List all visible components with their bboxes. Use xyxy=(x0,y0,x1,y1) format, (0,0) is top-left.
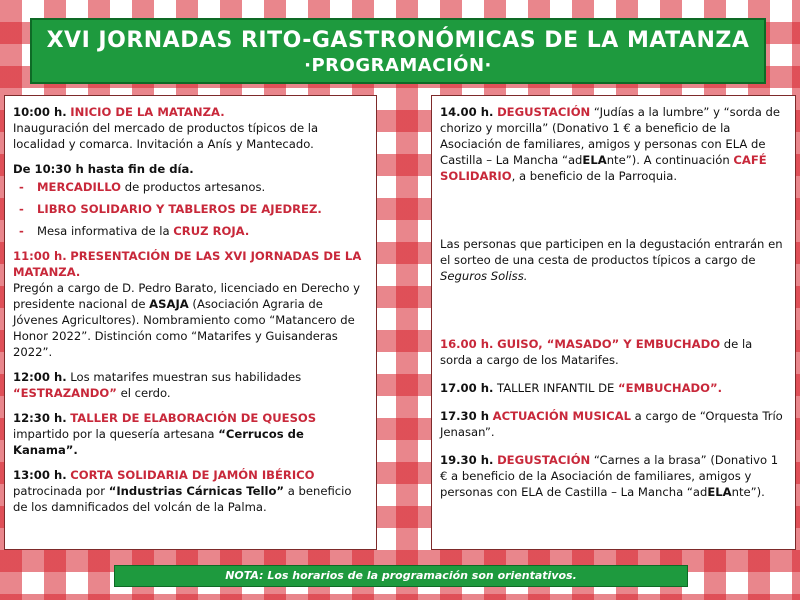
event-desc: Inauguración del mercado de productos típicos de la localidad y comarca. Invitación a Anís y Mantecado. xyxy=(13,121,319,151)
event-title: ACTUACIÓN MUSICAL xyxy=(492,409,631,423)
event-title: TALLER DE ELABORACIÓN DE QUESOS xyxy=(70,411,317,425)
schedule-note-banner xyxy=(114,565,688,587)
item-text: de productos artesanos. xyxy=(121,180,266,194)
event-desc: a beneficio de los damnificados del volcán de la Palma. xyxy=(13,484,352,514)
event-time: 19.30 h. xyxy=(440,453,494,467)
event-1600 xyxy=(440,336,787,368)
note-label: NOTA: xyxy=(225,569,264,582)
event-desc: TALLER INFANTIL DE xyxy=(493,381,619,395)
event-time: 12:30 h. xyxy=(13,411,67,425)
list-item xyxy=(37,201,368,217)
event-title: CORTA SOLIDARIA DE JAMÓN IBÉRICO xyxy=(70,468,315,482)
event-1300 xyxy=(13,467,368,515)
event-desc: “Judías a la lumbre” y “sorda de chorizo y morcilla” (Donativo 1 € a beneficio de la Asociación de familiares, amigos y personas con ELA de Castilla – La Mancha “ad xyxy=(440,105,781,167)
event-red: CAFÉ SOLIDARIO xyxy=(440,153,767,183)
event-red: “ESTRAZANDO” xyxy=(13,386,117,400)
event-desc: (Asociación Agraria de Jóvenes Agricultores). Nombramiento como “Matancero de Honor 2022”. Distinción como “Matarifes y Guisanderas 2022”. xyxy=(13,297,355,359)
event-1000 xyxy=(13,104,368,152)
raffle-sponsor: Seguros Soliss. xyxy=(440,269,528,283)
raffle-desc: Las personas que participen en la degustación entrarán en el sorteo de una cesta de productos típicos a cargo de xyxy=(440,237,783,267)
event-title: GUISO, “MASADO” Y EMBUCHADO xyxy=(497,337,721,351)
item-text: Mesa informativa de la xyxy=(37,224,174,238)
event-1700 xyxy=(440,380,787,396)
event-desc: nte”). A continuación xyxy=(606,153,734,167)
event-desc: nte”). xyxy=(731,485,765,499)
item-red: MERCADILLO xyxy=(37,180,122,194)
event-1030 xyxy=(13,161,368,239)
event-1230 xyxy=(13,410,368,458)
event-list xyxy=(13,179,368,239)
event-title: PRESENTACIÓN DE LAS XVI JORNADAS DE LA MATANZA. xyxy=(13,249,362,279)
item-red: LIBRO SOLIDARIO Y TABLEROS DE AJEDREZ. xyxy=(37,202,322,216)
event-bold: “Industrias Cárnicas Tello” xyxy=(108,484,285,498)
event-1200 xyxy=(13,369,368,401)
event-time: 10:00 h. xyxy=(13,105,67,119)
event-red: “EMBUCHADO”. xyxy=(618,381,723,395)
event-1730 xyxy=(440,408,787,440)
event-desc: Los matarifes muestran sus habilidades xyxy=(66,370,302,384)
event-desc: Pregón a cargo de D. Pedro Barato, licenciado en Derecho y presidente nacional de xyxy=(13,281,361,311)
event-time: 13:00 h. xyxy=(13,468,67,482)
event-desc: , a beneficio de la Parroquia. xyxy=(511,169,678,183)
list-item xyxy=(37,179,368,195)
event-desc: el cerdo. xyxy=(116,386,171,400)
event-bold: ASAJA xyxy=(149,297,189,311)
event-title: DEGUSTACIÓN xyxy=(497,453,591,467)
event-time: 11:00 h. xyxy=(13,249,67,263)
event-desc: a cargo de “Orquesta Trío Jenasan”. xyxy=(440,409,783,439)
event-desc: patrocinada por xyxy=(13,484,109,498)
event-time: 17.00 h. xyxy=(440,381,494,395)
page-subtitle: ·PROGRAMACIÓN· xyxy=(304,55,492,76)
event-time: 16.00 h. xyxy=(440,337,494,351)
event-bold: “Cerrucos de Kanama”. xyxy=(13,427,304,457)
event-title: DEGUSTACIÓN xyxy=(497,105,591,119)
raffle-note xyxy=(440,236,787,284)
item-red: CRUZ ROJA. xyxy=(173,224,250,238)
event-time: 17.30 h xyxy=(440,409,489,423)
event-desc: de la sorda a cargo de los Matarifes. xyxy=(440,337,753,367)
event-heading: De 10:30 h hasta fin de día. xyxy=(13,162,194,176)
event-desc: impartido por la quesería artesana xyxy=(13,427,219,441)
event-time: 14.00 h. xyxy=(440,105,494,119)
event-bold: ELA xyxy=(707,485,732,499)
event-title: INICIO DE LA MATANZA. xyxy=(70,105,225,119)
page-title: XVI JORNADAS RITO-GASTRONÓMICAS DE LA MATANZA xyxy=(46,28,750,53)
event-desc: “Carnes a la brasa” (Donativo 1 € a beneficio de la Asociación de familiares, amigos y personas con ELA de Castilla – La Mancha “ad xyxy=(440,453,779,499)
schedule-right-panel xyxy=(431,95,796,550)
event-1400 xyxy=(440,104,787,184)
event-1930 xyxy=(440,452,787,500)
event-time: 12:00 h. xyxy=(13,370,67,384)
note-text: Los horarios de la programación son orientativos. xyxy=(263,569,577,582)
list-item xyxy=(37,223,368,239)
event-1100 xyxy=(13,248,368,360)
schedule-left-panel xyxy=(4,95,377,550)
title-banner xyxy=(30,18,766,84)
event-bold: ELA xyxy=(582,153,607,167)
